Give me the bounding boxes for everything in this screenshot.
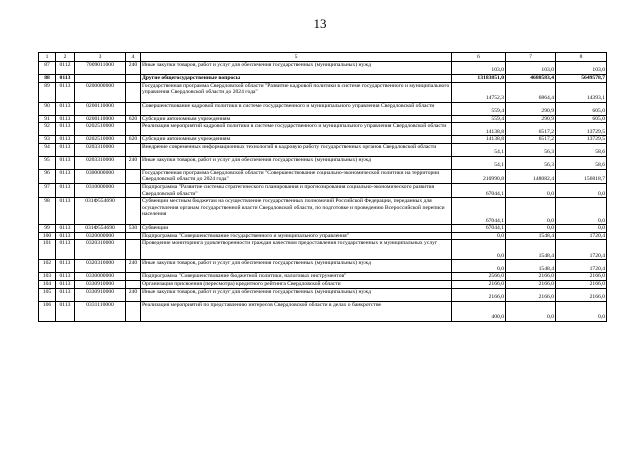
table-row [39,232,607,240]
amount-col8: 0,0 [556,301,607,321]
row-number: 99 [39,225,56,233]
table-row [39,198,607,225]
section-code: 0113 [56,123,75,136]
row-description: Иные закупки товаров, работ и услуг для обеспечения государственных (муниципальных) нужд [141,260,452,273]
target-article-code: 0203310000 [75,143,126,156]
amount-col6: 0,0 [452,260,506,273]
row-description: Подпрограмма "Совершенствование государственного и муниципального управления" [141,232,452,240]
row-description: Реализация мероприятий кадровой политики в системе государственного и муниципального управления Свердловской области [141,123,452,136]
row-number: 101 [39,240,56,260]
target-article-code: 0320310000 [75,260,126,273]
row-number: 104 [39,280,56,288]
table-row [39,136,607,144]
row-description: Государственная программа Свердловской области "Развитие кадровой политики в системе государственного и муниципального управления Свердловской области до 2024 года" [141,82,452,102]
expense-type-code: 620 [126,136,141,144]
table-row [39,115,607,123]
section-code: 0112 [56,62,75,75]
table-row [39,75,607,83]
header-cell: 5 [141,53,452,62]
amount-col6: 400,0 [452,301,506,321]
header-cell: 4 [126,53,141,62]
table-row [39,273,607,281]
row-number: 103 [39,273,56,281]
row-description: Иные закупки товаров, работ и услуг для обеспечения государственных (муниципальных) нужд [141,62,452,75]
row-description: Организация присвоения (пересмотра) кредитного рейтинга Свердловской области [141,280,452,288]
amount-col8: 0,0 [556,183,607,197]
row-number: 102 [39,260,56,273]
table-row [39,280,607,288]
expense-type-code [126,123,141,136]
amount-col7: 103,0 [506,62,556,75]
section-code: 0113 [56,198,75,225]
expense-type-code: 620 [126,115,141,123]
amount-col6: 14138,8 [452,136,506,144]
row-description: Субсидии автономным учреждениям [141,136,452,144]
section-code: 0113 [56,102,75,115]
amount-col7: 0,0 [506,183,556,197]
table-row [39,240,607,260]
target-article-code: 0310000000 [75,183,126,197]
expense-type-code [126,82,141,102]
row-description: Реализация мероприятий по представлению интересов Свердловской области в делах о банкротстве [141,301,452,321]
target-article-code: 0331110000 [75,301,126,321]
amount-col8: 1720,4 [556,260,607,273]
section-code: 0113 [56,240,75,260]
expense-type-code: 240 [126,156,141,169]
table-row [39,143,607,156]
row-number: 105 [39,288,56,301]
amount-col8: 58,6 [556,156,607,169]
row-number: 91 [39,115,56,123]
table-row [39,183,607,197]
amount-col6: 14138,8 [452,123,506,136]
header-cell: 6 [452,53,506,62]
row-description: Иные закупки товаров, работ и услуг для обеспечения государственных (муниципальных) нужд [141,156,452,169]
amount-col7: 0,0 [506,225,556,233]
target-article-code: 0202510000 [75,136,126,144]
target-article-code: 0320000000 [75,232,126,240]
amount-col6: 0,0 [452,232,506,240]
amount-col8: 103,0 [556,62,607,75]
amount-col6: 13183851,0 [452,75,506,83]
amount-col6: 14752,3 [452,82,506,102]
target-article-code: 0320310000 [75,240,126,260]
table-row [39,225,607,233]
amount-col8: 156818,7 [556,169,607,183]
amount-col7: 290,9 [506,115,556,123]
amount-col8: 5649578,7 [556,75,607,83]
row-description: Иные закупки товаров, работ и услуг для обеспечения государственных (муниципальных) нужд [141,288,452,301]
section-code: 0113 [56,183,75,197]
amount-col7: 1548,4 [506,240,556,260]
budget-table [38,52,607,322]
expense-type-code [126,301,141,321]
target-article-code: 7009011000 [75,62,126,75]
page-number: 13 [313,16,327,31]
expense-type-code [126,240,141,260]
row-number: 95 [39,156,56,169]
amount-col8: 2166,0 [556,273,607,281]
header-cell: 3 [75,53,126,62]
section-code: 0113 [56,232,75,240]
table-row [39,301,607,321]
amount-col6: 103,0 [452,62,506,75]
expense-type-code [126,143,141,156]
target-article-code: 0330910000 [75,288,126,301]
amount-col7: 56,3 [506,143,556,156]
target-article-code [75,75,126,83]
header-cell: 7 [506,53,556,62]
expense-type-code [126,169,141,183]
amount-col6: 54,1 [452,156,506,169]
section-code: 0113 [56,136,75,144]
section-code: 0113 [56,156,75,169]
row-description: Проведение мониторинга удовлетворенности граждан качеством предоставления государственных и муниципальных услуг [141,240,452,260]
amount-col7: 2166,0 [506,280,556,288]
amount-col8: 2166,0 [556,280,607,288]
section-code: 0113 [56,280,75,288]
row-number: 106 [39,301,56,321]
expense-type-code [126,273,141,281]
row-number: 98 [39,198,56,225]
amount-col6: 67044,1 [452,198,506,225]
amount-col7: 1548,4 [506,260,556,273]
amount-col7: 290,9 [506,102,556,115]
header-cell: 2 [56,53,75,62]
target-article-code: 0200110000 [75,102,126,115]
amount-col6: 2166,0 [452,288,506,301]
amount-col6: 210990,8 [452,169,506,183]
amount-col7: 56,3 [506,156,556,169]
amount-col6: 559,4 [452,102,506,115]
expense-type-code [126,75,141,83]
table-row [39,169,607,183]
amount-col8: 14393,1 [556,82,607,102]
amount-col7: 1548,4 [506,232,556,240]
row-number: 94 [39,143,56,156]
row-number: 87 [39,62,56,75]
expense-type-code: 240 [126,260,141,273]
target-article-code: 0330000000 [75,273,126,281]
amount-col7: 0,0 [506,301,556,321]
section-code: 0113 [56,225,75,233]
target-article-code: 031Ф554690 [75,225,126,233]
row-description: Внедрение современных информационных технологий в кадровую работу государственных органов Свердловской области [141,143,452,156]
header-row [39,53,607,62]
expense-type-code [126,183,141,197]
amount-col7: 0,0 [506,198,556,225]
row-number: 92 [39,123,56,136]
row-description: Другие общегосударственные вопросы [141,75,452,83]
target-article-code: 0330910000 [75,280,126,288]
amount-col6: 67044,1 [452,225,506,233]
expense-type-code [126,280,141,288]
amount-col8: 0,0 [556,198,607,225]
amount-col6: 0,0 [452,240,506,260]
expense-type-code: 240 [126,288,141,301]
amount-col7: 2166,0 [506,273,556,281]
target-article-code: 0200000000 [75,82,126,102]
amount-col8: 13729,5 [556,136,607,144]
row-description: Субвенции [141,225,452,233]
amount-col8: 1720,4 [556,232,607,240]
section-code: 0113 [56,143,75,156]
table-row [39,82,607,102]
table-row [39,102,607,115]
row-number: 93 [39,136,56,144]
row-description: Государственная программа Свердловской области "Совершенствование социально-экономической политики на территории Свердловской области до 2024 года" [141,169,452,183]
target-article-code: 031Ф554690 [75,198,126,225]
expense-type-code [126,102,141,115]
section-code: 0113 [56,260,75,273]
amount-col8: 0,0 [556,225,607,233]
amount-col8: 1720,4 [556,240,607,260]
amount-col7: 4680583,4 [506,75,556,83]
amount-col6: 67044,1 [452,183,506,197]
row-number: 97 [39,183,56,197]
row-description: Субсидии автономным учреждениям [141,115,452,123]
table-row [39,260,607,273]
amount-col8: 605,0 [556,102,607,115]
amount-col7: 2166,0 [506,288,556,301]
amount-col7: 6517,2 [506,123,556,136]
amount-col7: 6864,4 [506,82,556,102]
header-cell: 8 [556,53,607,62]
amount-col6: 2566,0 [452,273,506,281]
table-row [39,123,607,136]
row-number: 96 [39,169,56,183]
target-article-code: 0200110000 [75,115,126,123]
table-row [39,156,607,169]
row-description: Совершенствование кадровой политики в системе государственного и муниципального управления Свердловской области [141,102,452,115]
section-code: 0113 [56,169,75,183]
section-code: 0113 [56,82,75,102]
section-code: 0113 [56,75,75,83]
row-description: Подпрограмма "Развитие системы стратегического планирования и прогнозирования социально-экономического развития Свердловской области" [141,183,452,197]
target-article-code: 0202510000 [75,123,126,136]
section-code: 0113 [56,273,75,281]
amount-col7: 6517,2 [506,136,556,144]
expense-type-code: 240 [126,62,141,75]
row-number: 89 [39,82,56,102]
table-row [39,288,607,301]
target-article-code: 0203310000 [75,156,126,169]
row-number: 90 [39,102,56,115]
target-article-code: 0300000000 [75,169,126,183]
section-code: 0113 [56,115,75,123]
amount-col6: 2166,0 [452,280,506,288]
row-number: 100 [39,232,56,240]
row-number: 88 [39,75,56,83]
amount-col8: 605,0 [556,115,607,123]
amount-col8: 13729,5 [556,123,607,136]
row-description: Субвенции местным бюджетам на осуществление государственных полномочий Российской Федерации, переданных для осуществления органам государственной власти Свердловской области, по подготовке и проведению Всероссийской переписи населения [141,198,452,225]
header-cell: 1 [39,53,56,62]
expense-type-code: 530 [126,225,141,233]
expense-type-code [126,232,141,240]
row-description: Подпрограмма "Совершенствование бюджетной политики, налоговых инструментов" [141,273,452,281]
amount-col6: 54,1 [452,143,506,156]
section-code: 0113 [56,288,75,301]
amount-col6: 559,4 [452,115,506,123]
expense-type-code [126,198,141,225]
section-code: 0113 [56,301,75,321]
amount-col8: 58,6 [556,143,607,156]
amount-col8: 2166,0 [556,288,607,301]
amount-col7: 148082,4 [506,169,556,183]
table-row [39,62,607,75]
